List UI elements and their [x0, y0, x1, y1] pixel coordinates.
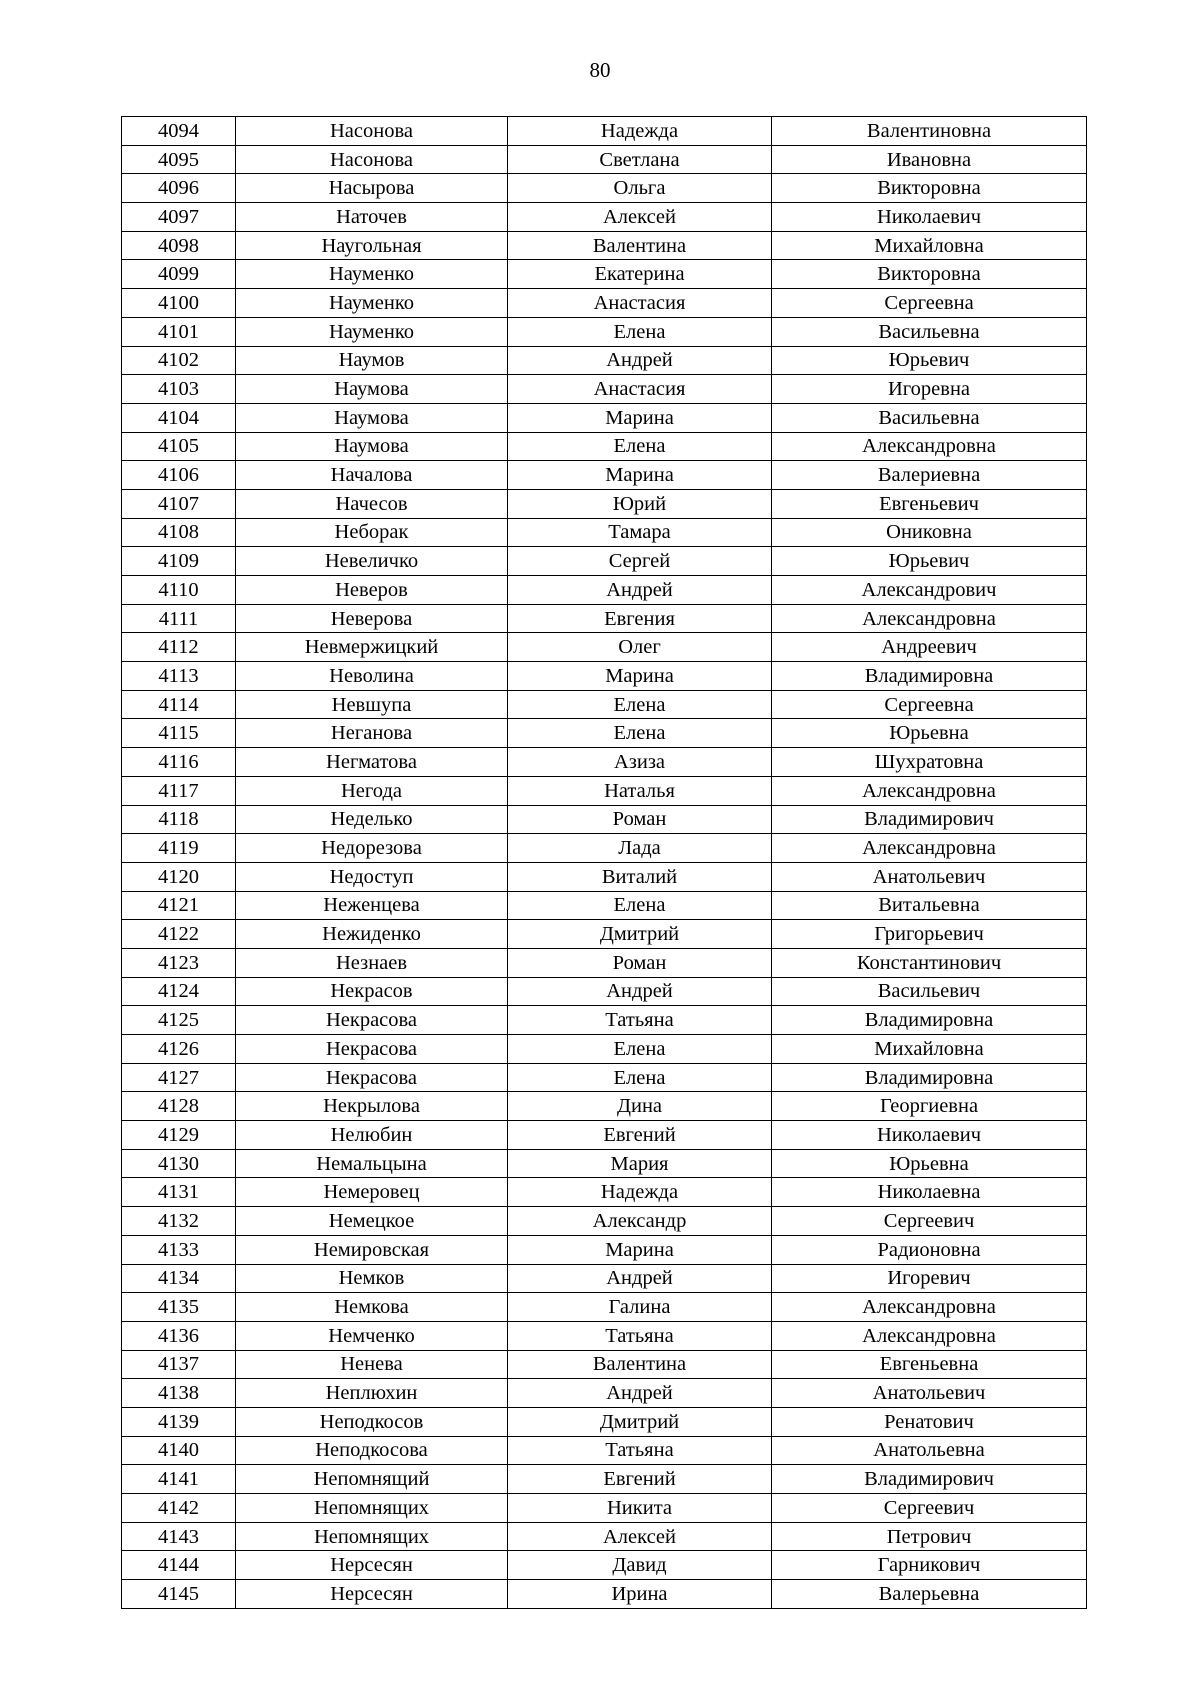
first-name-cell: Елена	[508, 317, 772, 346]
first-name-cell: Алексей	[508, 1522, 772, 1551]
row-number-cell: 4123	[122, 948, 236, 977]
table-row	[122, 719, 1087, 748]
patronymic-cell: Юрьевна	[772, 1149, 1087, 1178]
first-name-cell: Валентина	[508, 1350, 772, 1379]
last-name-cell: Нерсесян	[236, 1551, 508, 1580]
first-name-cell: Марина	[508, 403, 772, 432]
patronymic-cell: Сергеевич	[772, 1207, 1087, 1236]
patronymic-cell: Гарникович	[772, 1551, 1087, 1580]
last-name-cell: Наточев	[236, 203, 508, 232]
patronymic-cell: Григорьевич	[772, 920, 1087, 949]
last-name-cell: Неплюхин	[236, 1379, 508, 1408]
row-number-cell: 4122	[122, 920, 236, 949]
roster-body	[122, 117, 1087, 1609]
table-row	[122, 1379, 1087, 1408]
table-row	[122, 1035, 1087, 1064]
last-name-cell: Некрасова	[236, 1006, 508, 1035]
last-name-cell: Науменко	[236, 260, 508, 289]
table-row	[122, 1494, 1087, 1523]
first-name-cell: Елена	[508, 432, 772, 461]
first-name-cell: Андрей	[508, 977, 772, 1006]
first-name-cell: Тамара	[508, 518, 772, 547]
row-number-cell: 4100	[122, 289, 236, 318]
patronymic-cell: Викторовна	[772, 174, 1087, 203]
row-number-cell: 4107	[122, 489, 236, 518]
row-number-cell: 4137	[122, 1350, 236, 1379]
first-name-cell: Валентина	[508, 231, 772, 260]
row-number-cell: 4130	[122, 1149, 236, 1178]
table-row	[122, 461, 1087, 490]
table-row	[122, 1063, 1087, 1092]
patronymic-cell: Анатольевич	[772, 1379, 1087, 1408]
table-row	[122, 1522, 1087, 1551]
first-name-cell: Роман	[508, 948, 772, 977]
last-name-cell: Недоступ	[236, 862, 508, 891]
last-name-cell: Ненева	[236, 1350, 508, 1379]
table-row	[122, 1149, 1087, 1178]
patronymic-cell: Васильевна	[772, 317, 1087, 346]
row-number-cell: 4134	[122, 1264, 236, 1293]
last-name-cell: Некрасов	[236, 977, 508, 1006]
row-number-cell: 4142	[122, 1494, 236, 1523]
last-name-cell: Невшупа	[236, 690, 508, 719]
row-number-cell: 4102	[122, 346, 236, 375]
row-number-cell: 4095	[122, 145, 236, 174]
patronymic-cell: Юрьевич	[772, 547, 1087, 576]
table-row	[122, 547, 1087, 576]
row-number-cell: 4131	[122, 1178, 236, 1207]
first-name-cell: Анастасия	[508, 375, 772, 404]
last-name-cell: Немировская	[236, 1235, 508, 1264]
row-number-cell: 4127	[122, 1063, 236, 1092]
table-row	[122, 1551, 1087, 1580]
table-row	[122, 1264, 1087, 1293]
row-number-cell: 4096	[122, 174, 236, 203]
table-row	[122, 1092, 1087, 1121]
table-row	[122, 231, 1087, 260]
row-number-cell: 4143	[122, 1522, 236, 1551]
first-name-cell: Светлана	[508, 145, 772, 174]
table-row	[122, 1350, 1087, 1379]
patronymic-cell: Александрович	[772, 576, 1087, 605]
table-row	[122, 145, 1087, 174]
table-row	[122, 203, 1087, 232]
patronymic-cell: Ониковна	[772, 518, 1087, 547]
row-number-cell: 4098	[122, 231, 236, 260]
patronymic-cell: Александровна	[772, 604, 1087, 633]
patronymic-cell: Витальевна	[772, 891, 1087, 920]
last-name-cell: Немеровец	[236, 1178, 508, 1207]
row-number-cell: 4129	[122, 1121, 236, 1150]
patronymic-cell: Владимировна	[772, 1063, 1087, 1092]
row-number-cell: 4124	[122, 977, 236, 1006]
row-number-cell: 4101	[122, 317, 236, 346]
table-row	[122, 1436, 1087, 1465]
table-row	[122, 174, 1087, 203]
patronymic-cell: Радионовна	[772, 1235, 1087, 1264]
table-row	[122, 805, 1087, 834]
table-row	[122, 1207, 1087, 1236]
patronymic-cell: Михайловна	[772, 231, 1087, 260]
table-row	[122, 260, 1087, 289]
row-number-cell: 4132	[122, 1207, 236, 1236]
patronymic-cell: Валериевна	[772, 461, 1087, 490]
table-row	[122, 346, 1087, 375]
patronymic-cell: Викторовна	[772, 260, 1087, 289]
first-name-cell: Анастасия	[508, 289, 772, 318]
first-name-cell: Андрей	[508, 576, 772, 605]
table-row	[122, 576, 1087, 605]
patronymic-cell: Александровна	[772, 1293, 1087, 1322]
last-name-cell: Наумов	[236, 346, 508, 375]
first-name-cell: Евгения	[508, 604, 772, 633]
patronymic-cell: Александровна	[772, 1321, 1087, 1350]
table-row	[122, 690, 1087, 719]
first-name-cell: Роман	[508, 805, 772, 834]
first-name-cell: Надежда	[508, 117, 772, 146]
table-row	[122, 117, 1087, 146]
table-row	[122, 920, 1087, 949]
patronymic-cell: Александровна	[772, 432, 1087, 461]
first-name-cell: Евгений	[508, 1121, 772, 1150]
table-row	[122, 862, 1087, 891]
first-name-cell: Евгений	[508, 1465, 772, 1494]
first-name-cell: Лада	[508, 834, 772, 863]
first-name-cell: Виталий	[508, 862, 772, 891]
row-number-cell: 4117	[122, 776, 236, 805]
row-number-cell: 4119	[122, 834, 236, 863]
row-number-cell: 4128	[122, 1092, 236, 1121]
first-name-cell: Давид	[508, 1551, 772, 1580]
last-name-cell: Немецкое	[236, 1207, 508, 1236]
patronymic-cell: Валерьевна	[772, 1580, 1087, 1609]
last-name-cell: Невмержицкий	[236, 633, 508, 662]
roster-table	[121, 116, 1087, 1609]
first-name-cell: Андрей	[508, 1379, 772, 1408]
row-number-cell: 4115	[122, 719, 236, 748]
table-row	[122, 604, 1087, 633]
table-row	[122, 662, 1087, 691]
patronymic-cell: Шухратовна	[772, 748, 1087, 777]
first-name-cell: Екатерина	[508, 260, 772, 289]
patronymic-cell: Николаевич	[772, 203, 1087, 232]
patronymic-cell: Васильевич	[772, 977, 1087, 1006]
last-name-cell: Недорезова	[236, 834, 508, 863]
last-name-cell: Неделько	[236, 805, 508, 834]
last-name-cell: Незнаев	[236, 948, 508, 977]
row-number-cell: 4141	[122, 1465, 236, 1494]
row-number-cell: 4133	[122, 1235, 236, 1264]
patronymic-cell: Владимирович	[772, 1465, 1087, 1494]
table-row	[122, 948, 1087, 977]
patronymic-cell: Евгеньевич	[772, 489, 1087, 518]
table-row	[122, 432, 1087, 461]
first-name-cell: Дина	[508, 1092, 772, 1121]
row-number-cell: 4125	[122, 1006, 236, 1035]
patronymic-cell: Юрьевна	[772, 719, 1087, 748]
row-number-cell: 4106	[122, 461, 236, 490]
patronymic-cell: Анатольевна	[772, 1436, 1087, 1465]
last-name-cell: Насонова	[236, 117, 508, 146]
table-row	[122, 748, 1087, 777]
first-name-cell: Елена	[508, 1035, 772, 1064]
row-number-cell: 4140	[122, 1436, 236, 1465]
first-name-cell: Галина	[508, 1293, 772, 1322]
patronymic-cell: Константинович	[772, 948, 1087, 977]
first-name-cell: Татьяна	[508, 1321, 772, 1350]
first-name-cell: Ольга	[508, 174, 772, 203]
row-number-cell: 4108	[122, 518, 236, 547]
patronymic-cell: Петрович	[772, 1522, 1087, 1551]
last-name-cell: Непомнящий	[236, 1465, 508, 1494]
first-name-cell: Марина	[508, 662, 772, 691]
row-number-cell: 4120	[122, 862, 236, 891]
row-number-cell: 4139	[122, 1407, 236, 1436]
last-name-cell: Немкова	[236, 1293, 508, 1322]
patronymic-cell: Владимировна	[772, 1006, 1087, 1035]
row-number-cell: 4116	[122, 748, 236, 777]
last-name-cell: Некрасова	[236, 1063, 508, 1092]
row-number-cell: 4138	[122, 1379, 236, 1408]
first-name-cell: Елена	[508, 891, 772, 920]
row-number-cell: 4109	[122, 547, 236, 576]
first-name-cell: Никита	[508, 1494, 772, 1523]
last-name-cell: Неподкосов	[236, 1407, 508, 1436]
table-row	[122, 1407, 1087, 1436]
last-name-cell: Наумова	[236, 432, 508, 461]
first-name-cell: Азиза	[508, 748, 772, 777]
patronymic-cell: Сергеевич	[772, 1494, 1087, 1523]
patronymic-cell: Ивановна	[772, 145, 1087, 174]
table-row	[122, 1006, 1087, 1035]
last-name-cell: Негода	[236, 776, 508, 805]
last-name-cell: Начесов	[236, 489, 508, 518]
table-row	[122, 489, 1087, 518]
patronymic-cell: Владимирович	[772, 805, 1087, 834]
last-name-cell: Неженцева	[236, 891, 508, 920]
page-number: 80	[589, 58, 611, 82]
row-number-cell: 4111	[122, 604, 236, 633]
patronymic-cell: Александровна	[772, 834, 1087, 863]
row-number-cell: 4094	[122, 117, 236, 146]
last-name-cell: Некрасова	[236, 1035, 508, 1064]
first-name-cell: Елена	[508, 1063, 772, 1092]
first-name-cell: Елена	[508, 690, 772, 719]
patronymic-cell: Ренатович	[772, 1407, 1087, 1436]
table-row	[122, 375, 1087, 404]
row-number-cell: 4104	[122, 403, 236, 432]
table-row	[122, 1178, 1087, 1207]
row-number-cell: 4135	[122, 1293, 236, 1322]
first-name-cell: Татьяна	[508, 1006, 772, 1035]
last-name-cell: Негматова	[236, 748, 508, 777]
first-name-cell: Дмитрий	[508, 920, 772, 949]
row-number-cell: 4103	[122, 375, 236, 404]
first-name-cell: Дмитрий	[508, 1407, 772, 1436]
patronymic-cell: Александровна	[772, 776, 1087, 805]
patronymic-cell: Игоревна	[772, 375, 1087, 404]
row-number-cell: 4099	[122, 260, 236, 289]
first-name-cell: Мария	[508, 1149, 772, 1178]
row-number-cell: 4118	[122, 805, 236, 834]
first-name-cell: Татьяна	[508, 1436, 772, 1465]
last-name-cell: Наумова	[236, 375, 508, 404]
last-name-cell: Немков	[236, 1264, 508, 1293]
first-name-cell: Надежда	[508, 1178, 772, 1207]
row-number-cell: 4144	[122, 1551, 236, 1580]
table-row	[122, 834, 1087, 863]
patronymic-cell: Владимировна	[772, 662, 1087, 691]
first-name-cell: Елена	[508, 719, 772, 748]
last-name-cell: Немальцына	[236, 1149, 508, 1178]
patronymic-cell: Евгеньевна	[772, 1350, 1087, 1379]
table-row	[122, 633, 1087, 662]
patronymic-cell: Николаевна	[772, 1178, 1087, 1207]
first-name-cell: Марина	[508, 1235, 772, 1264]
first-name-cell: Олег	[508, 633, 772, 662]
table-row	[122, 1235, 1087, 1264]
last-name-cell: Невеличко	[236, 547, 508, 576]
patronymic-cell: Сергеевна	[772, 289, 1087, 318]
last-name-cell: Некрылова	[236, 1092, 508, 1121]
last-name-cell: Насырова	[236, 174, 508, 203]
patronymic-cell: Николаевич	[772, 1121, 1087, 1150]
first-name-cell: Юрий	[508, 489, 772, 518]
table-row	[122, 891, 1087, 920]
last-name-cell: Нелюбин	[236, 1121, 508, 1150]
table-row	[122, 1465, 1087, 1494]
last-name-cell: Неганова	[236, 719, 508, 748]
patronymic-cell: Валентиновна	[772, 117, 1087, 146]
table-row	[122, 776, 1087, 805]
patronymic-cell: Михайловна	[772, 1035, 1087, 1064]
first-name-cell: Марина	[508, 461, 772, 490]
last-name-cell: Немченко	[236, 1321, 508, 1350]
row-number-cell: 4113	[122, 662, 236, 691]
last-name-cell: Неподкосова	[236, 1436, 508, 1465]
last-name-cell: Неверов	[236, 576, 508, 605]
first-name-cell: Ирина	[508, 1580, 772, 1609]
patronymic-cell: Сергеевна	[772, 690, 1087, 719]
last-name-cell: Неборак	[236, 518, 508, 547]
first-name-cell: Наталья	[508, 776, 772, 805]
last-name-cell: Неволина	[236, 662, 508, 691]
patronymic-cell: Юрьевич	[772, 346, 1087, 375]
first-name-cell: Андрей	[508, 346, 772, 375]
first-name-cell: Сергей	[508, 547, 772, 576]
last-name-cell: Науменко	[236, 317, 508, 346]
patronymic-cell: Игоревич	[772, 1264, 1087, 1293]
first-name-cell: Александр	[508, 1207, 772, 1236]
row-number-cell: 4110	[122, 576, 236, 605]
patronymic-cell: Васильевна	[772, 403, 1087, 432]
last-name-cell: Непомнящих	[236, 1522, 508, 1551]
last-name-cell: Наугольная	[236, 231, 508, 260]
table-row	[122, 518, 1087, 547]
last-name-cell: Непомнящих	[236, 1494, 508, 1523]
last-name-cell: Насонова	[236, 145, 508, 174]
row-number-cell: 4136	[122, 1321, 236, 1350]
table-row	[122, 977, 1087, 1006]
last-name-cell: Неверова	[236, 604, 508, 633]
table-row	[122, 1580, 1087, 1609]
table-row	[122, 403, 1087, 432]
row-number-cell: 4097	[122, 203, 236, 232]
last-name-cell: Наумова	[236, 403, 508, 432]
table-row	[122, 1321, 1087, 1350]
patronymic-cell: Андреевич	[772, 633, 1087, 662]
patronymic-cell: Георгиевна	[772, 1092, 1087, 1121]
row-number-cell: 4114	[122, 690, 236, 719]
row-number-cell: 4126	[122, 1035, 236, 1064]
last-name-cell: Началова	[236, 461, 508, 490]
row-number-cell: 4145	[122, 1580, 236, 1609]
last-name-cell: Нерсесян	[236, 1580, 508, 1609]
last-name-cell: Науменко	[236, 289, 508, 318]
table-row	[122, 317, 1087, 346]
table-row	[122, 289, 1087, 318]
table-row	[122, 1293, 1087, 1322]
first-name-cell: Алексей	[508, 203, 772, 232]
last-name-cell: Нежиденко	[236, 920, 508, 949]
row-number-cell: 4112	[122, 633, 236, 662]
row-number-cell: 4105	[122, 432, 236, 461]
patronymic-cell: Анатольевич	[772, 862, 1087, 891]
table-row	[122, 1121, 1087, 1150]
first-name-cell: Андрей	[508, 1264, 772, 1293]
row-number-cell: 4121	[122, 891, 236, 920]
